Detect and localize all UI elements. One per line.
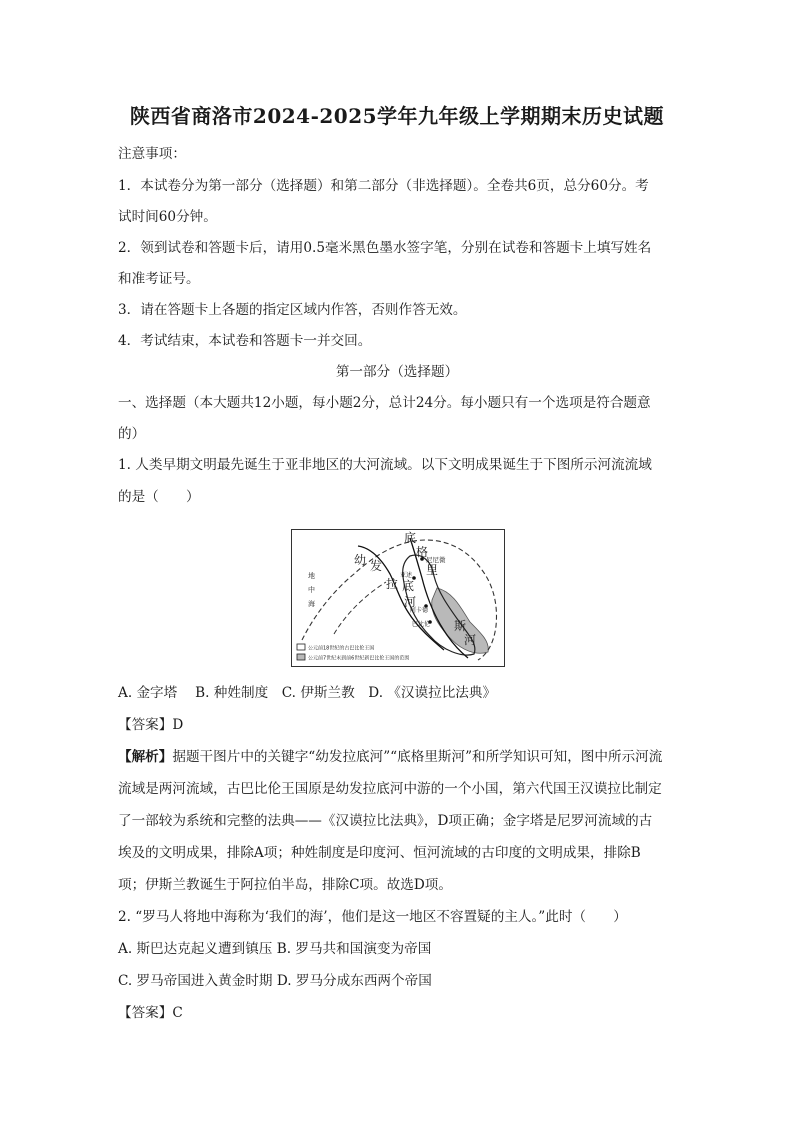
q2-options-1: A. 斯巴达克起义遭到镇压 B. 罗马共和国演变为帝国 xyxy=(118,941,432,957)
label-assur: 亚述 xyxy=(400,572,413,579)
legend-new-babylon: 公元前7世纪末到前6世纪新巴比伦王国的范围 xyxy=(308,655,410,662)
notice-heading: 注意事项： xyxy=(118,146,186,162)
legend-old-babylon: 公元前18世纪的古巴比伦王国 xyxy=(308,645,375,652)
q1-analysis-4: 埃及的文明成果，排除A项；种姓制度是印度河、恒河流域的古印度的文明成果，排除B xyxy=(118,845,641,861)
notice-item-1-cont: 试时间60分钟。 xyxy=(118,209,217,225)
label-tigris-3: 里 xyxy=(426,563,439,577)
q1-analysis-5: 项；伊斯兰教诞生于阿拉伯半岛，排除C项。故选D项。 xyxy=(118,877,452,893)
label-tigris-4: 斯 xyxy=(454,619,467,633)
label-tigris-2: 格 xyxy=(416,545,429,559)
label-euphrates-4: 底 xyxy=(402,579,415,593)
label-euphrates-3: 拉 xyxy=(386,577,399,591)
q1-stem: 1. 人类早期文明最先诞生于亚非地区的大河流域。以下文明成果诞生于下图所示河流流域 xyxy=(118,457,652,473)
section-instructions: 一、选择题（本大题共12小题，每小题2分，总计24分。每小题只有一个选项是符合题意 xyxy=(118,395,651,411)
notice-item-2: 2．领到试卷和答题卡后，请用0.5毫米黑色墨水签字笔，分别在试卷和答题卡上填写姓名 xyxy=(118,240,652,256)
label-euphrates-1: 幼 xyxy=(354,553,367,567)
q1-answer: 【答案】D xyxy=(118,717,184,733)
label-euphrates-5: 河 xyxy=(404,595,417,609)
page-title: 陕西省商洛市2024-2025学年九年级上学期期末历史试题 xyxy=(129,104,665,128)
q1-stem-cont: 的是（ ） xyxy=(118,489,200,505)
label-tigris-1: 底 xyxy=(404,531,417,545)
label-tigris-5: 河 xyxy=(464,633,477,647)
q1-options: A. 金字塔 B. 种姓制度 C. 伊斯兰教 D. 《汉谟拉比法典》 xyxy=(118,685,497,701)
label-babylon: 巴比伦 xyxy=(412,621,431,628)
part1-heading: 第一部分（选择题） xyxy=(335,364,459,380)
q1-analysis-3: 了一部较为系统和完整的法典——《汉谟拉比法典》，D项正确；金字塔是尼罗河流域的古 xyxy=(118,813,653,829)
q2-stem: 2. “罗马人将地中海称为‘我们的海’，他们是这一地区不容置疑的主人。”此时（ ） xyxy=(118,909,627,925)
section-instructions-cont: 的） xyxy=(118,426,146,442)
q1-analysis xyxy=(118,748,678,766)
label-med-2: 中 xyxy=(308,586,315,594)
label-med-1: 地 xyxy=(308,572,315,580)
analysis-text-1: 据题干图片中的关键字“幼发拉底河”“底格里斯河”和所学知识可知，图中所示河流 xyxy=(172,749,663,765)
notice-item-2-cont: 和准考证号。 xyxy=(118,271,200,287)
notice-item-3: 3．请在答题卡上各题的指定区域内作答，否则作答无效。 xyxy=(118,302,467,318)
notice-item-4: 4．考试结束，本试卷和答题卡一并交回。 xyxy=(118,333,372,349)
mesopotamia-map xyxy=(291,529,505,667)
label-akkad: 阿卡德 xyxy=(410,607,429,614)
notice-item-1: 1．本试卷分为第一部分（选择题）和第二部分（非选择题）。全卷共6页，总分60分。考 xyxy=(118,178,649,194)
q1-analysis-2: 流域是两河流域，古巴比伦王国原是幼发拉底河中游的一个小国，第六代国王汉谟拉比制定 xyxy=(118,781,662,797)
label-euphrates-2: 发 xyxy=(370,559,383,573)
q2-answer: 【答案】C xyxy=(118,1005,183,1021)
analysis-label: 【解析】 xyxy=(118,749,173,765)
label-med-3: 海 xyxy=(308,600,315,608)
label-nineveh: 尼尼微 xyxy=(426,556,446,564)
q2-options-2: C. 罗马帝国进入黄金时期 D. 罗马分成东西两个帝国 xyxy=(118,973,432,989)
